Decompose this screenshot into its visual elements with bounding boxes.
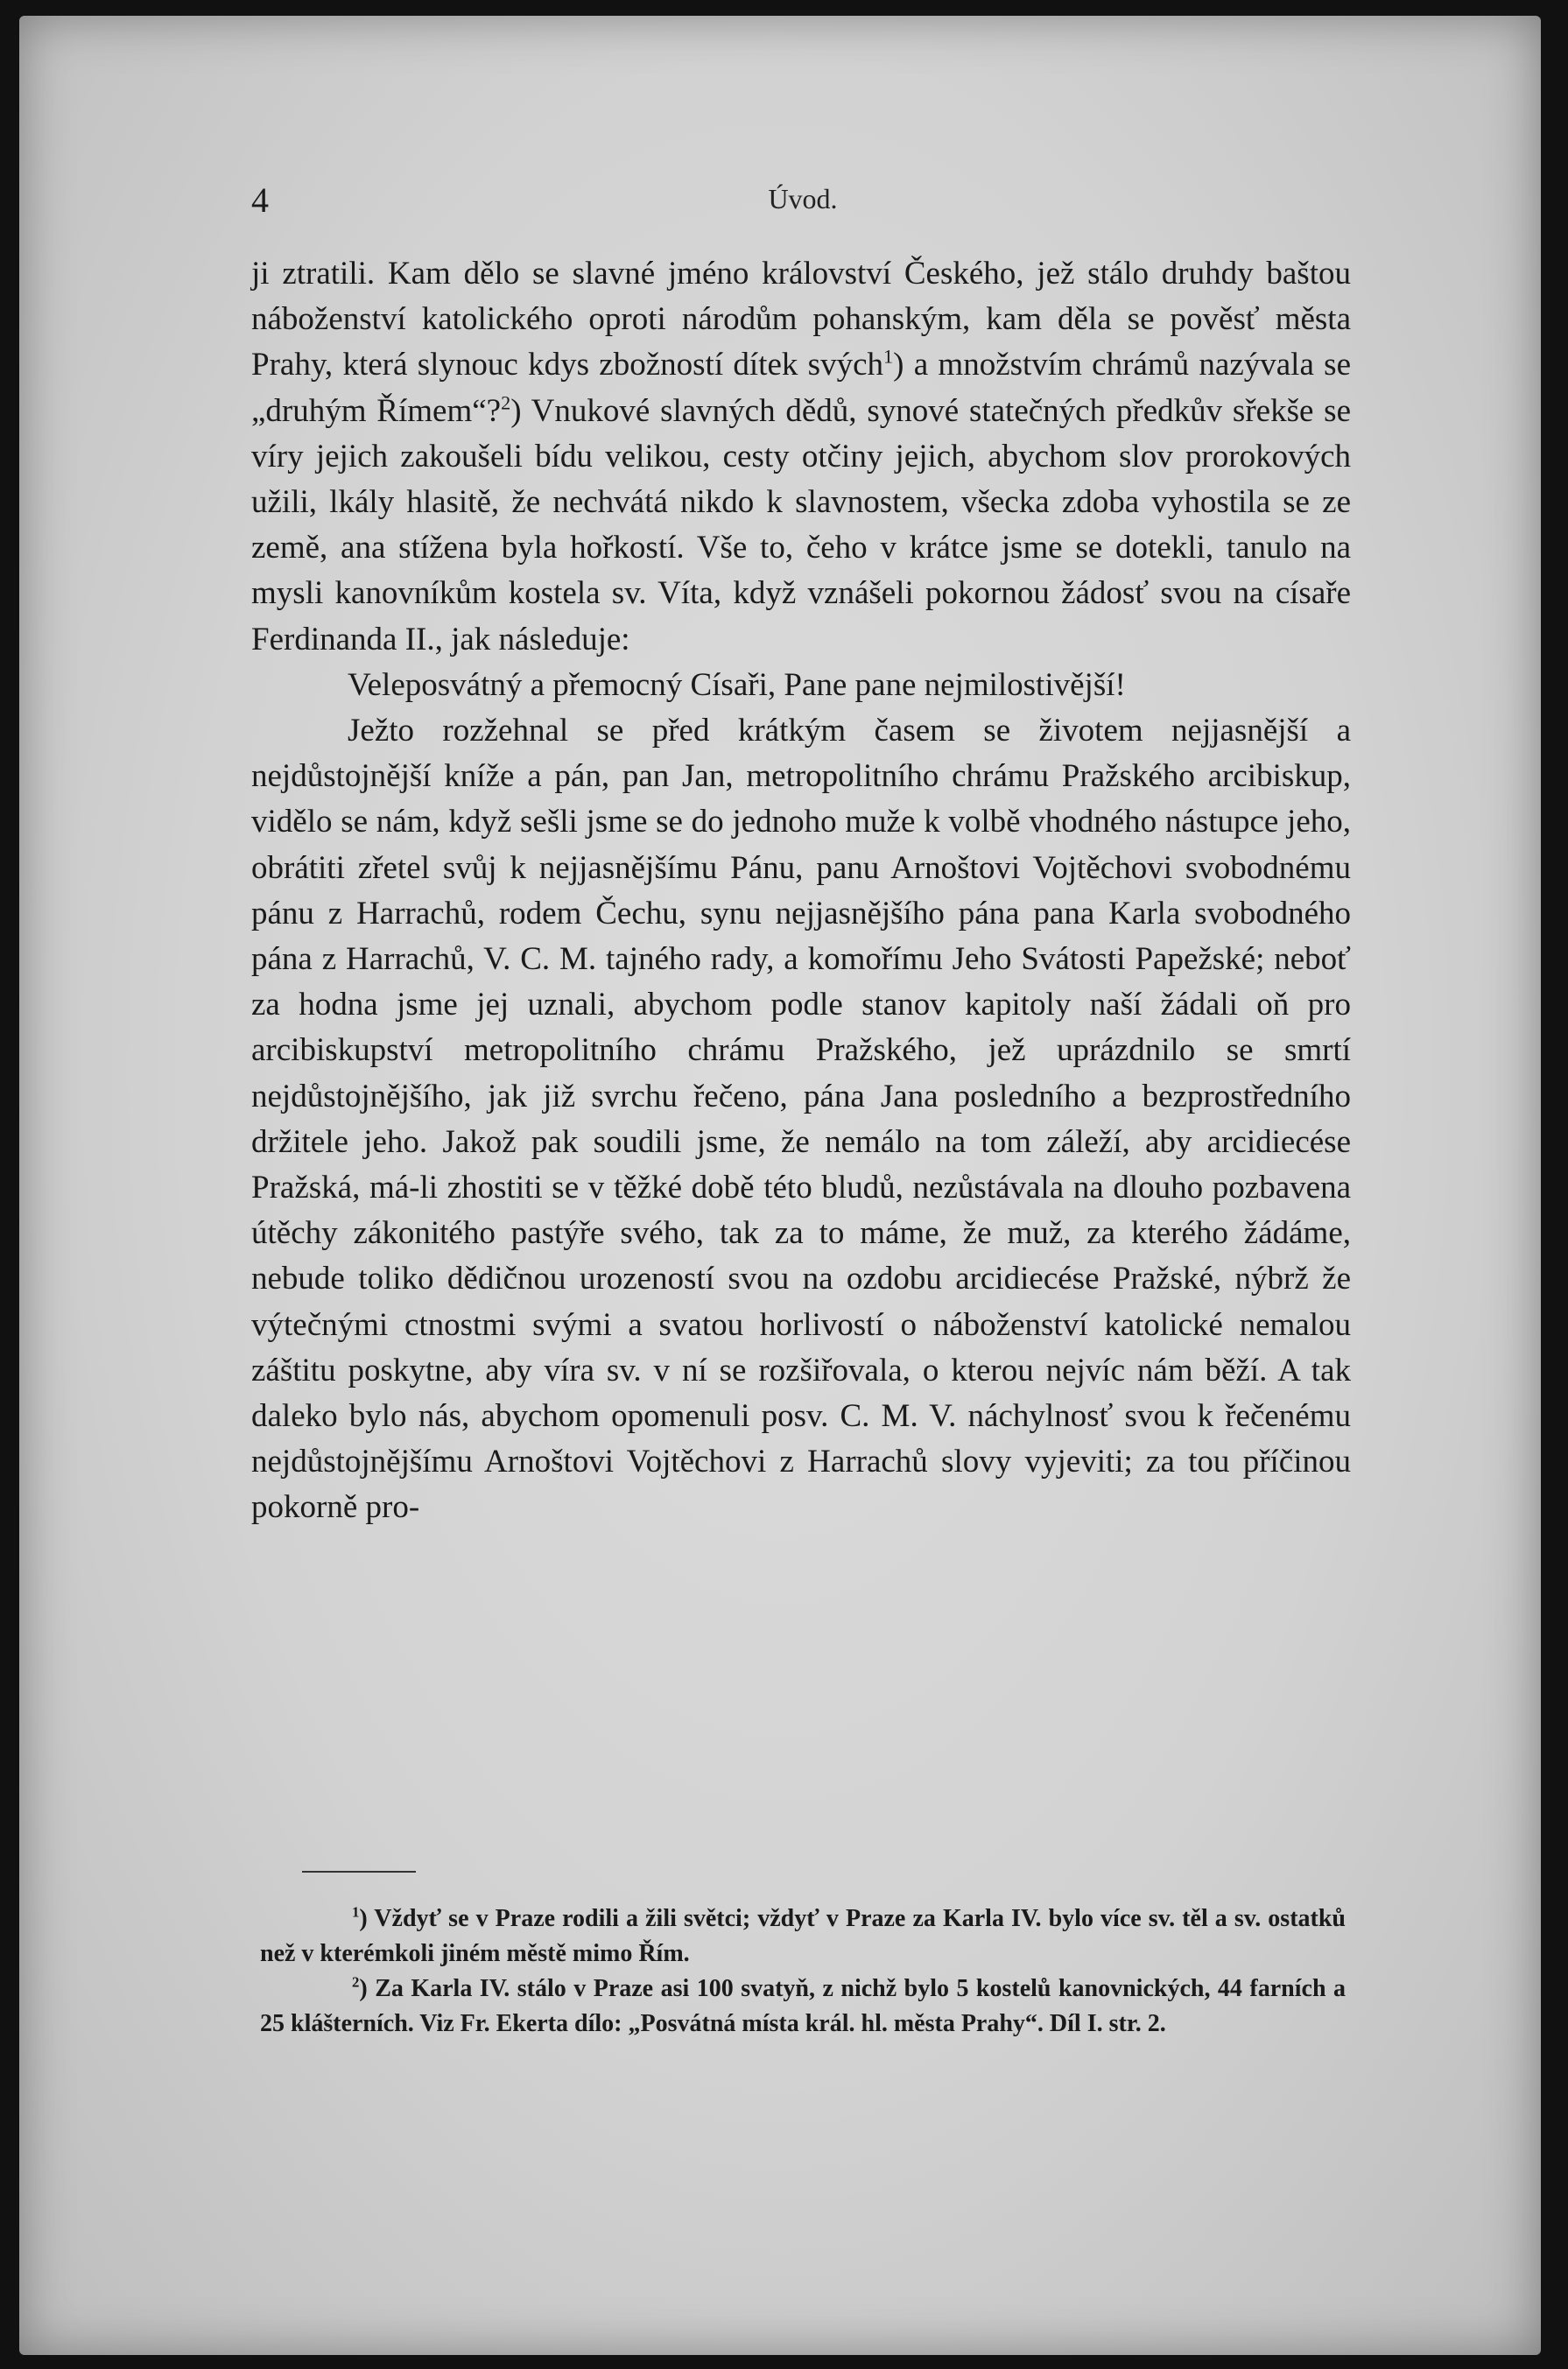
running-head: Úvod.: [768, 183, 838, 214]
footnote-1-mark: 1: [352, 1903, 360, 1921]
footnote-2-text: ) Za Karla IV. stálo v Praze asi 100 svatyň, z nichž bylo 5 kostelů kanovnických, 44 farních a 25 klášterních. Viz Fr. Ekerta dílo: „Posvátná místa král. hl. města Prahy“. Díl I. str. 2.: [260, 1975, 1346, 2037]
footnotes: [260, 1902, 1346, 2042]
footnote-ref-2: 2: [501, 391, 511, 414]
footnote-divider: [302, 1871, 416, 1873]
body-text: [251, 251, 1351, 1531]
page-number: 4: [251, 180, 269, 220]
footnote-ref-1: 1: [883, 346, 894, 369]
paragraph-1-part-a: ji ztratili. Kam dělo se slavné jméno království Českého, jež stálo druhdy baštou náboženství katolického oproti národům pohanským, kam děla se pověsť města Prahy, která slynouc kdys zbožností dítek svých: [251, 256, 1351, 383]
paragraph-1: [251, 251, 1351, 663]
footnote-2-mark: 2: [352, 1973, 360, 1991]
paragraph-3: Ježto rozžehnal se před krátkým časem se životem nejjasnější a nejdůstojnější kníže a pán, pan Jan, metropolitního chrámu Pražského arcibiskup, vidělo se nám, když sešli jsme se do jednoho muže k volbě vhodného nástupce jeho, obrátiti zřetel svůj k nejjasnějšímu Pánu, panu Arnoštovi Vojtěchovi svobodnému pánu z Harrachů, rodem Čechu, synu nejjasnějšího pána pana Karla svobodného pána z Harrachů, V. C. M. tajného rady, a komořímu Jeho Svátosti Papežské; neboť za hodna jsme jej uznali, abychom podle stanov kapitoly naší žádali oň pro arcibiskupství metropolitního chrámu Pražského, jež uprázdnilo se smrtí nejdůstojnějšího, jak již svrchu řečeno, pána Jana posledního a bezprostředního držitele jeho. Jakož pak soudili jsme, že nemálo na tom záleží, aby arcidiecése Pražská, má-li zhostiti se v těžké době této bludů, nezůstávala na dlouho pozbavena útěchy zákonitého pastýře svého, tak za to máme, že muž, za kterého žádáme, nebude toliko dědičnou urozeností svou na ozdobu arcidiecése Pražské, nýbrž že výtečnými ctnostmi svými a svatou horlivostí o náboženství katolické nemalou záštitu poskytne, aby víra sv. v ní se rozšiřovala, o kterou nejvíc nám běží. A tak daleko bylo nás, abychom opomenuli posv. C. M. V. náchylnosť svou k řečenému nejdůstojnějšímu Arnoštovi Vojtěchovi z Harrachů slovy vyjeviti; za tou příčinou pokorně pro-: [251, 713, 1351, 1526]
paragraph-1-part-c: ) Vnukové slavných dědů, synové statečných předkův sřekše se víry jejich zakoušeli bídu velikou, cesty otčiny jejich, abychom slov prorokových užili, lkály hlasitě, že nechvátá nikdo k slavnostem, všecka zdoba vyhostila se ze země, ana stížena byla hořkostí. Vše to, čeho v krátce jsme se dotekli, tanulo na mysli kanovníkům kostela sv. Víta, když vznášeli pokornou žádosť svou na císaře Ferdinanda II., jak následuje:: [251, 392, 1351, 657]
footnote-1: [260, 1902, 1346, 1972]
paragraph-1-part-b: ) a množstvím chrámů nazývala se „druhým Římem“?: [251, 347, 1351, 429]
footnote-1-text: ) Vždyť se v Praze rodili a žili světci; vždyť v Praze za Karla IV. bylo více sv. těl a sv. ostatků než v kterémkoli jiném městě mimo Řím.: [260, 1905, 1346, 1967]
paragraph-2: Veleposvátný a přemocný Císaři, Pane pane nejmilostivější!: [348, 666, 1126, 703]
page-header: [251, 179, 1354, 223]
footnote-2: [260, 1972, 1346, 2042]
